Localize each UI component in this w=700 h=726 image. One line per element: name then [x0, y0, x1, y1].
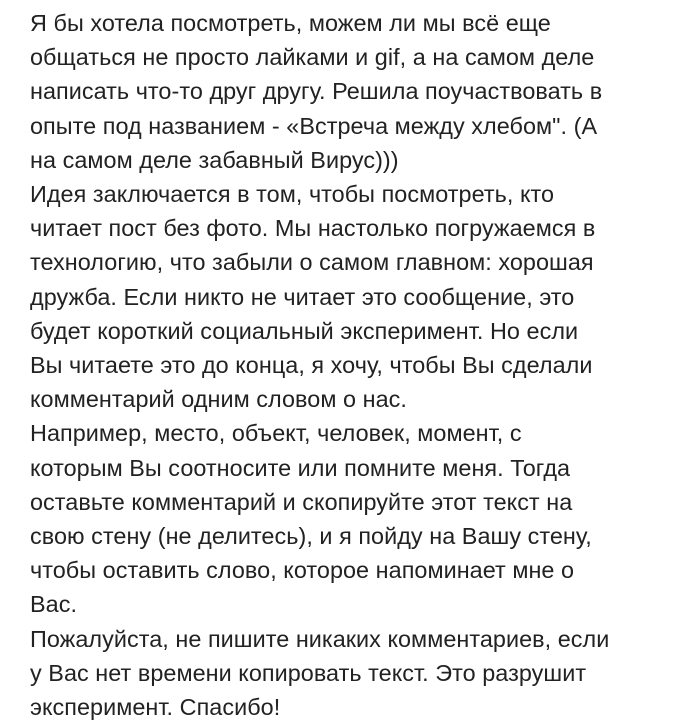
- post-text[interactable]: [30, 6, 686, 724]
- post-line-15: оставьте комментарий и скопируйте этот текст на: [30, 488, 573, 515]
- post-line-6: Идея заключается в том, чтобы посмотреть, кто: [30, 181, 555, 208]
- post-line-19: Пожалуйста, не пишите никаких комментариев, если: [30, 625, 610, 652]
- post-line-17: чтобы оставить слово, которое напоминает мне о: [30, 557, 575, 584]
- post-line-10: будет короткий социальный эксперимент. Но если: [30, 317, 579, 344]
- post-line-1: Я бы хотела посмотреть, можем ли мы всё еще: [30, 10, 551, 36]
- post-line-5: на самом деле забавный Вирус))): [30, 146, 399, 173]
- post-line-14: которым Вы соотносите или помните меня. Тогда: [30, 454, 571, 481]
- post-line-11: Вы читаете это до конца, я хочу, чтобы Вы сделали: [30, 352, 593, 379]
- post-line-3: написать что-то друг другу. Решила поучаствовать в: [30, 78, 603, 105]
- post-line-13: Например, место, объект, человек, момент, с: [30, 420, 522, 447]
- post-line-21: эксперимент. Спасибо!: [30, 694, 281, 721]
- post-line-4: опыте под названием - «Встреча между хлебом". (А: [30, 112, 598, 139]
- post-line-16: свою стену (не делитесь), и я пойду на Вашу стену,: [30, 523, 592, 550]
- post-line-12: комментарий одним словом о нас.: [30, 386, 407, 413]
- post-line-18: Вас.: [30, 591, 78, 618]
- post-line-2: общаться не просто лайками и gif, а на самом деле: [30, 44, 595, 71]
- post-line-9: дружба. Если никто не читает это сообщение, это: [30, 283, 575, 310]
- post-line-20: у Вас нет времени копировать текст. Это разрушит: [30, 659, 587, 686]
- post-line-8: технологию, что забыли о самом главном: хорошая: [30, 249, 594, 276]
- post-line-7: читает пост без фото. Мы настолько погружаемся в: [30, 215, 596, 242]
